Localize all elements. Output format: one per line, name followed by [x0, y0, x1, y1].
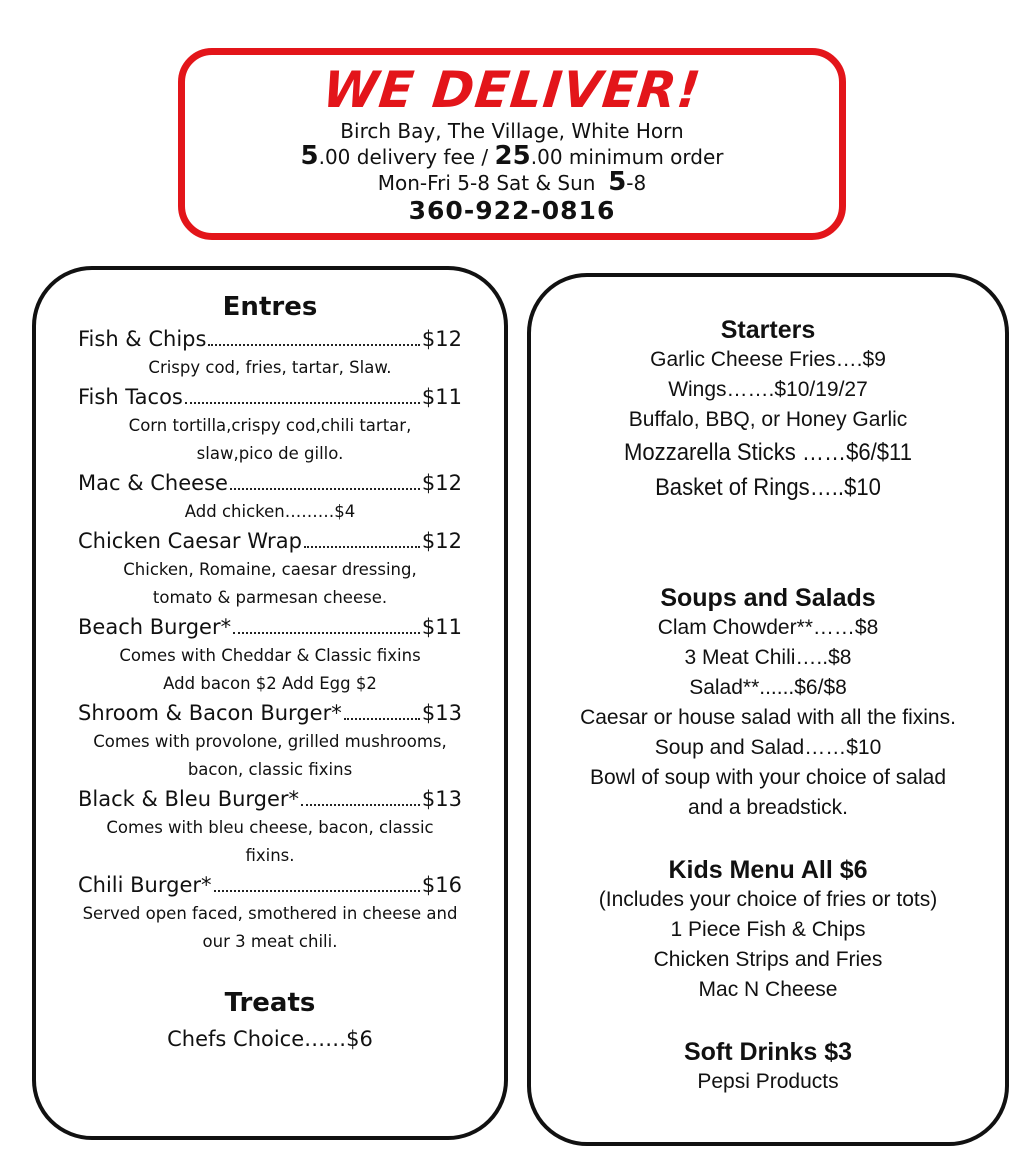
starters-featured-list — [531, 435, 1005, 505]
menu-item-leader — [214, 890, 420, 892]
delivery-banner — [178, 48, 846, 240]
menu-line: Chicken Strips and Fries — [653, 948, 883, 971]
menu-item-description: our 3 meat chili. — [202, 932, 338, 951]
phone-number: 360-922-0816 — [408, 196, 616, 225]
sides-content — [531, 277, 1005, 1097]
menu-item-price: $16 — [421, 873, 462, 897]
menu-item-row — [78, 784, 462, 814]
menu-item-leader — [304, 546, 420, 548]
menu-item-leader — [208, 344, 419, 346]
menu-item-name: Chili Burger* — [78, 873, 212, 897]
soups-list — [531, 613, 1005, 823]
menu-item-description: tomato & parmesan cheese. — [152, 588, 388, 607]
fee-number: 5 — [300, 141, 319, 171]
menu-item-row — [78, 382, 462, 412]
menu-line: Mac N Cheese — [698, 978, 838, 1001]
menu-line: Salad**......$6/$8 — [689, 676, 847, 699]
menu-item-description: Comes with provolone, grilled mushrooms, — [93, 732, 447, 751]
menu-item-row — [78, 324, 462, 354]
menu-line: 1 Piece Fish & Chips — [670, 918, 866, 941]
menu-item-leader — [233, 632, 420, 634]
starters-list — [531, 345, 1005, 435]
menu-line: Wings…….$10/19/27 — [668, 378, 868, 401]
menu-line: and a breadstick. — [688, 796, 848, 819]
entres-content — [36, 270, 504, 1058]
menu-item-name: Fish Tacos — [78, 385, 183, 409]
menu-item-row — [78, 526, 462, 556]
menu-item-description: slaw,pico de gillo. — [196, 444, 344, 463]
menu-item-leader — [344, 718, 420, 720]
menu-item-leader — [301, 804, 420, 806]
hours-suffix: -8 — [626, 171, 647, 195]
menu-line: Basket of Rings…..$10 — [655, 474, 881, 501]
menu-item-description: Crispy cod, fries, tartar, Slaw. — [148, 358, 392, 377]
menu-item-description: bacon, classic fixins — [187, 760, 353, 779]
menu-line: 3 Meat Chili…..$8 — [684, 646, 852, 669]
kids-list — [531, 885, 1005, 1005]
entres-title: Entres — [222, 292, 318, 322]
menu-item-row — [78, 612, 462, 642]
menu-line: Buffalo, BBQ, or Honey Garlic — [628, 408, 908, 431]
menu-item-price: $13 — [421, 701, 462, 725]
delivery-fees — [185, 141, 839, 171]
soups-title: Soups and Salads — [660, 584, 876, 612]
drinks-line: Pepsi Products — [697, 1070, 839, 1093]
menu-item-name: Black & Bleu Burger* — [78, 787, 300, 811]
menu-item-name: Shroom & Bacon Burger* — [78, 701, 342, 725]
sides-panel — [527, 273, 1009, 1146]
menu-line: Clam Chowder**……$8 — [657, 616, 879, 639]
menu-line: Soup and Salad……$10 — [654, 736, 882, 759]
menu-item-description: Chicken, Romaine, caesar dressing, — [123, 560, 417, 579]
menu-line: Mozzarella Sticks ……$6/$11 — [624, 439, 912, 466]
menu-line: Bowl of soup with your choice of salad — [589, 766, 947, 789]
menu-item-description: Corn tortilla,crispy cod,chili tartar, — [128, 416, 412, 435]
menu-item-row — [78, 468, 462, 498]
menu-item-description: fixins. — [245, 846, 295, 865]
fee-text: .00 delivery fee / — [318, 145, 489, 169]
delivery-title: WE DELIVER! — [319, 61, 705, 119]
menu-item-name: Chicken Caesar Wrap — [78, 529, 302, 553]
minimum-number: 25 — [494, 141, 531, 171]
menu-item-description: Comes with bleu cheese, bacon, classic — [106, 818, 434, 837]
menu-item-price: $11 — [421, 385, 462, 409]
delivery-areas: Birch Bay, The Village, White Horn — [340, 119, 684, 143]
entres-panel — [32, 266, 508, 1140]
hours-number: 5 — [608, 167, 627, 197]
treats-item — [36, 1020, 504, 1058]
menu-item-row — [78, 870, 462, 900]
menu-item-description: Add chicken………$4 — [184, 502, 356, 521]
menu-item-price: $13 — [421, 787, 462, 811]
menu-item-description: Comes with Cheddar & Classic fixins — [119, 646, 421, 665]
menu-line: Garlic Cheese Fries….$9 — [650, 348, 886, 371]
kids-title: Kids Menu All $6 — [668, 856, 868, 884]
hours-prefix: Mon-Fri 5-8 Sat & Sun — [377, 171, 596, 195]
treats-line: Chefs Choice……$6 — [167, 1027, 373, 1051]
menu-item-price: $12 — [421, 529, 462, 553]
menu-line: Caesar or house salad with all the fixins. — [580, 706, 956, 729]
menu-item-leader — [230, 488, 420, 490]
delivery-hours — [185, 167, 839, 197]
entres-list — [36, 324, 504, 956]
starters-title: Starters — [720, 316, 816, 344]
menu-line: (Includes your choice of fries or tots) — [598, 888, 938, 911]
menu-item-price: $11 — [421, 615, 462, 639]
menu-item-price: $12 — [421, 471, 462, 495]
menu-item-name: Beach Burger* — [78, 615, 232, 639]
menu-item-row — [78, 698, 462, 728]
drinks-title: Soft Drinks $3 — [683, 1038, 853, 1066]
minimum-text: .00 minimum order — [530, 145, 724, 169]
menu-item-description: Add bacon $2 Add Egg $2 — [163, 674, 377, 693]
menu-item-description: Served open faced, smothered in cheese and — [82, 904, 458, 923]
treats-title: Treats — [224, 988, 316, 1018]
menu-item-name: Mac & Cheese — [78, 471, 228, 495]
menu-item-name: Fish & Chips — [78, 327, 207, 351]
menu-item-price: $12 — [421, 327, 462, 351]
menu-item-leader — [185, 402, 420, 404]
